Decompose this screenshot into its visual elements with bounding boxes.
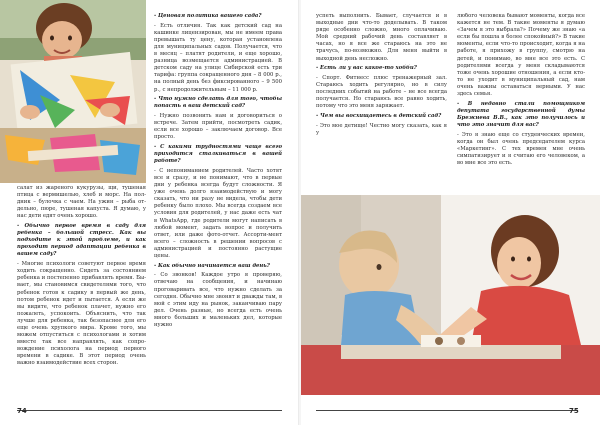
children-crafts-photo <box>0 0 146 183</box>
article-text: дельно, пюре, тушеная капуста. Я думаю, у <box>17 206 146 213</box>
left-page-column-1 <box>17 185 146 397</box>
page-number-rule <box>17 410 282 411</box>
right-page-column-2 <box>457 13 585 191</box>
interview-answer: - Это я знаю еще со студенческих времен, когда он был очень председателем курса «Маркетинг». С тех времен мне очень симпатизирует и я считаю его человеком, а во мне все это есть. <box>457 131 585 167</box>
article-text: птица с вермишелью, хлеб и морс. На пол- <box>17 192 146 199</box>
page-number: 74 <box>17 407 27 415</box>
interview-question: - Есть ли у вас какое-то хобби? <box>316 65 417 72</box>
interview-question: - Чем вы восхищаетесь в детский сад? <box>316 113 442 119</box>
article-text: любого человека бывают моменты, когда все кажется не тем. В такие моменты я думаю «Зачем я это выбрала?» Почему же знаю «а если бы пошла в более спокойный?» В такие моменты, если что-то происходит, когда я на работе, я прихожу в группу, смотрю на детей, и понимаю, во мне все это есть. С родителями всегда у меня складываются тоже очень хорошие отношения, а если кто-то не уходит в муниципальный сад, нам очень важны оставаться верными. У нас здесь семья. <box>457 13 585 98</box>
interview-answer: - Это мое детище! Честно могу сказать, как я у <box>316 122 447 136</box>
interview-question: - В недавно стали помощником депутата государственной думы Брежнева В.В., как это получилось и что это значит для вас? <box>457 100 585 128</box>
interview-answer: - С непониманием родителей. Часто хотят все и сразу, и не понимают, что в первые дни у ребенка всегда будут сложности. Я уже очень долго взаимодействую и могу сказать, что ни разу не видела, чтобы дети ребенку было плохо. Мы всегда создаем все условия для родителей, у нас даже есть чат в WhatsApp, где родители могут написать в любой момент, задать вопрос и получить ответ, или даже фото-отчет. Ассорти-мент всего – сложность в решении вопросов с администрацией и постоянно растущие цены. <box>154 167 282 259</box>
interview-answer: - Со звонков! Каждое утро я проверяю, отвечаю на сообщения, и начинаю проговаривать все, что нужно сделать за сегодня. Обычно мне звонят и дважды там, в мой с этим иду на рынок, заканчиваю пару дел. Очень разные, но всегда есть очень много больших и маленьких дел, которые нужно <box>154 272 282 328</box>
teacher-with-child-photo <box>301 195 600 395</box>
left-page <box>0 0 299 425</box>
interview-answer: - Многие психологи советуют первое время ходить сокращенно. Сидеть за состоянием ребенка и постепенно прибавлять время. Бы-вает, мы становимся свидетелями того, что ребенок готов к садику в первый же день, потом ребенок идет и пытается. А если же вы видите, что ребенок плачет, нужно его пожалеть, успокоить. Объяснить, что так лучше для ребенка, так безопаснее для его еще очень хрупкого мира. Кроме того, мы можем отпуститься с психологами и хотим вместе так все направлять, как сопро-вождение психолога на период первого времени в садике. В этот период очень важно взаимодействие всех сторон. <box>17 261 146 367</box>
interview-question: - Ценовая политика вашего сада? <box>154 13 262 19</box>
page-number: 75 <box>569 407 579 415</box>
interview-answer: - Есть отличия. Так как детский сад на кашинке лицензирован, мы не имеем права превышать ту цену, которая установлена для муниципальных садов. Получается, что в месяц – платят родители, и еще хорошо, разница возмещается администрацией. В детском саду на улице Сибирской есть три тарифа: группа сокращенного дня – 8 000 р., на полный день без фиксированного – 9 500 р., с непродолжительным – 11 000 р. <box>154 22 282 93</box>
right-page <box>301 0 600 425</box>
left-page-column-2 <box>154 13 282 403</box>
article-text: дник – булочка с чаем. На ужин – рыба от- <box>17 199 146 206</box>
interview-question: - Как обычно начинается ваш день? <box>154 262 270 269</box>
article-text: нас дети едят очень хорошо. <box>17 213 98 220</box>
interview-question: - Обычно первое время в саду для ребенка – большой стресс. Как вы подходите к этой проблеме, и как проходит период адаптации ребенка в вашем саду? <box>17 223 146 258</box>
page-number-rule <box>316 410 578 411</box>
interview-answer: - Нужно позвонить нам и договориться о встрече. Затем прийти, посмотреть садик, если все хорошо – заключаем договор. Все просто. <box>154 113 282 141</box>
article-text: успеть выполнить. Бывает, случается и в выходные дни что-то доделывать. В таком ряде особенно сложно, много оплачиваю. Мой средний рабочий день составляет в часах, но я все же стараюсь на это не трачусь, по-возможно. Для меня выйти в выходной день несложно. <box>316 13 447 62</box>
right-page-column-1 <box>316 13 447 191</box>
interview-question: - С какими трудностями чаще всего приходится сталкиваться в вашей работе? <box>154 143 282 165</box>
interview-answer: - Спорт. Фитнесс плюс тренажерный зал. Стараюсь ходить регулярно, но в силу последних событий на работе – не все всегда получается. Но стараюсь все равно ходить, потому что это меня заряжает. <box>316 74 447 110</box>
interview-question: - Что нужно сделать для того, чтобы попасть в ваш детский сад? <box>154 96 282 110</box>
article-text: салат из жареного кукурузы, щи, тушеная <box>17 185 146 191</box>
